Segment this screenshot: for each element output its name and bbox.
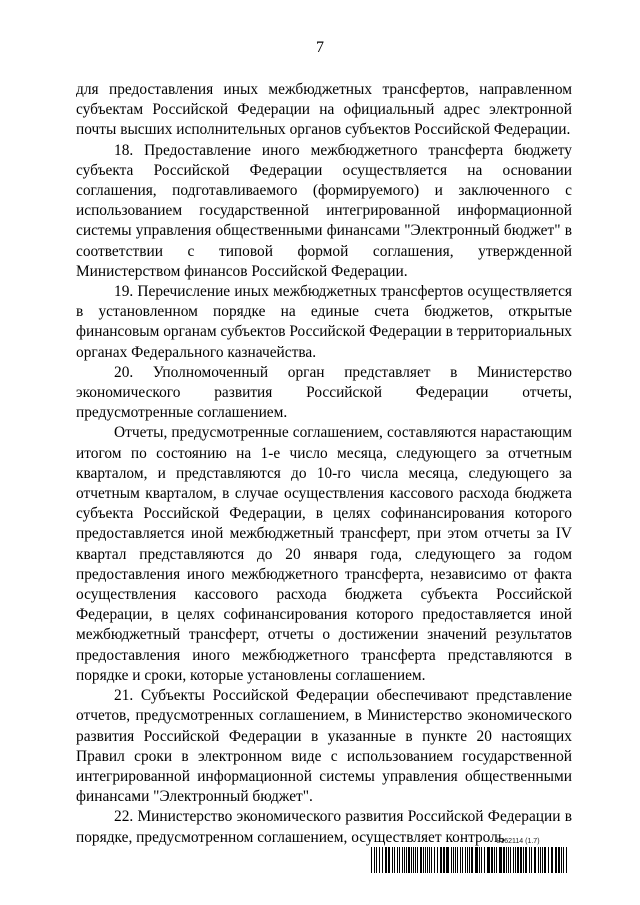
barcode-bar bbox=[408, 847, 410, 873]
barcode-bar bbox=[427, 847, 428, 873]
barcode-bar bbox=[382, 847, 383, 873]
barcode-bar bbox=[517, 847, 519, 873]
paragraph-21: 21. Субъекты Российской Федерации обеспечивают представление отчетов, предусмотренных соглашением, в Министерство экономического развития Российской Федерации в указанные в пункте 20 настоящих Правил сроки в электронном виде с использованием государственной интегрированной информационной системы управления общественными финансами "Электронный бюджет". bbox=[76, 687, 572, 806]
barcode-bar bbox=[525, 847, 527, 873]
barcode-bar bbox=[515, 847, 516, 873]
barcode-bar bbox=[423, 847, 424, 873]
barcode-bar bbox=[563, 847, 564, 873]
barcode-bar bbox=[411, 847, 412, 873]
barcode-bar bbox=[374, 847, 375, 873]
barcode-bar bbox=[523, 847, 524, 873]
barcode-bar bbox=[479, 847, 480, 873]
barcode-bar bbox=[555, 847, 557, 873]
paragraph-reports: Отчеты, предусмотренные соглашением, составляются нарастающим итогом по состоянию на 1-е число месяца, следующего за отчетным кварталом, и представляются до 10-го числа месяца, следующего за отчетным кварталом, в случае осуществления кассового расхода бюджета субъекта Российской Федерации, в целях софинансирования которого предоставляется иной межбюджетный трансферт, при этом отчеты за IV квартал представляются до 20 января года, следующего за годом предоставления иного межбюджетного трансферта, независимо от факта осуществления кассового расхода бюджета субъекта Российской Федерации, в целях софинансирования которого предоставляется иной межбюджетный трансферт, отчеты о достижении значений результатов предоставления иного межбюджетного трансферта представляются в порядке и сроки, которые установлены соглашением. bbox=[76, 424, 572, 684]
barcode-bar bbox=[385, 847, 387, 873]
barcode-bar bbox=[503, 847, 505, 873]
barcode-bar bbox=[434, 847, 435, 873]
barcode-bar bbox=[446, 847, 449, 873]
barcode-bar bbox=[394, 847, 395, 873]
barcode-bar bbox=[392, 847, 393, 873]
barcode-bar bbox=[506, 847, 507, 873]
barcode-bar bbox=[496, 847, 497, 873]
barcode-bar bbox=[542, 847, 543, 873]
barcode-bar bbox=[471, 847, 473, 873]
barcode-bar bbox=[465, 847, 466, 873]
barcode-bar bbox=[491, 847, 493, 873]
barcode-bar bbox=[453, 847, 454, 873]
barcode-bar bbox=[413, 847, 414, 873]
barcode-bar bbox=[429, 847, 430, 873]
barcode-bar bbox=[371, 847, 372, 873]
barcode-bar bbox=[481, 847, 482, 873]
barcode-bar bbox=[455, 847, 456, 873]
barcode-bar bbox=[510, 847, 511, 873]
barcode-bar bbox=[469, 847, 470, 873]
barcode-bar bbox=[475, 847, 478, 873]
document-code: 8162114 (1.7) bbox=[496, 838, 540, 845]
barcode-bar bbox=[431, 847, 432, 873]
paragraph-20: 20. Уполномоченный орган представляет в Министерство экономического развития Российской Федерации отчеты, предусмотренные соглашением. bbox=[76, 363, 572, 422]
barcode-bar bbox=[420, 847, 422, 873]
barcode-bar bbox=[406, 847, 407, 873]
barcode-bar bbox=[425, 847, 426, 873]
barcode-bar bbox=[487, 847, 490, 873]
barcode-bar bbox=[520, 847, 522, 873]
barcode-bar bbox=[460, 847, 461, 873]
barcode-bar bbox=[443, 847, 445, 873]
barcode-bar bbox=[462, 847, 463, 873]
barcode-bar bbox=[440, 847, 442, 873]
barcode-bar bbox=[457, 847, 458, 873]
barcode-bar bbox=[551, 847, 553, 873]
barcode-bar bbox=[561, 847, 562, 873]
barcode-bar bbox=[538, 847, 539, 873]
barcode-bar bbox=[379, 847, 380, 873]
paragraph-22: 22. Министерство экономического развития Российской Федерации в порядке, предусмотренном соглашением, осуществляет контроль bbox=[76, 808, 572, 846]
paragraph-19: 19. Перечисление иных межбюджетных трансфертов осуществляется в установленном порядке на единые счета бюджетов, открытые финансовым органам субъектов Российской Федерации в территориальных органах Федерального казначейства. bbox=[76, 283, 573, 361]
barcode-bar bbox=[399, 847, 400, 873]
barcode-bar bbox=[513, 847, 514, 873]
barcode-bar bbox=[376, 847, 377, 873]
barcode-bar bbox=[558, 847, 560, 873]
barcode-bar bbox=[404, 847, 405, 873]
barcode-icon bbox=[371, 847, 567, 873]
barcode-bar bbox=[566, 847, 567, 873]
barcode-bar bbox=[494, 847, 495, 873]
barcode-bar bbox=[467, 847, 468, 873]
barcode-bar bbox=[529, 847, 530, 873]
paragraph-continuation: для предоставления иных межбюджетных трансфертов, направленном субъектам Российской Федерации на официальный адрес электронной почты высших исполнительных органов субъектов Российской Федерации. bbox=[76, 81, 572, 139]
barcode-bar bbox=[534, 847, 536, 873]
body-text bbox=[76, 80, 572, 848]
barcode-bar bbox=[531, 847, 532, 873]
barcode-bar bbox=[402, 847, 403, 873]
barcode-bar bbox=[508, 847, 509, 873]
barcode-bar bbox=[451, 847, 452, 873]
barcode-bar bbox=[417, 847, 418, 873]
page-number: 7 bbox=[316, 39, 324, 56]
barcode-bar bbox=[548, 847, 549, 873]
barcode-bar bbox=[388, 847, 390, 873]
barcode-bar bbox=[499, 847, 502, 873]
barcode-bar bbox=[484, 847, 485, 873]
barcode-bar bbox=[397, 847, 398, 873]
barcode-bar bbox=[540, 847, 541, 873]
paragraph-18: 18. Предоставление иного межбюджетного трансферта бюджету субъекта Российской Федерации осуществляется на основании соглашения, подготавливаемого (формируемого) и заключенного с использованием государственной интегрированной информационной системы управления общественными финансами "Электронный бюджет" в соответствии с типовой формой соглашения, утвержденной Министерством финансов Российской Федерации. bbox=[76, 141, 572, 280]
barcode-bar bbox=[544, 847, 546, 873]
barcode-bar bbox=[437, 847, 438, 873]
barcode-bar bbox=[415, 847, 416, 873]
